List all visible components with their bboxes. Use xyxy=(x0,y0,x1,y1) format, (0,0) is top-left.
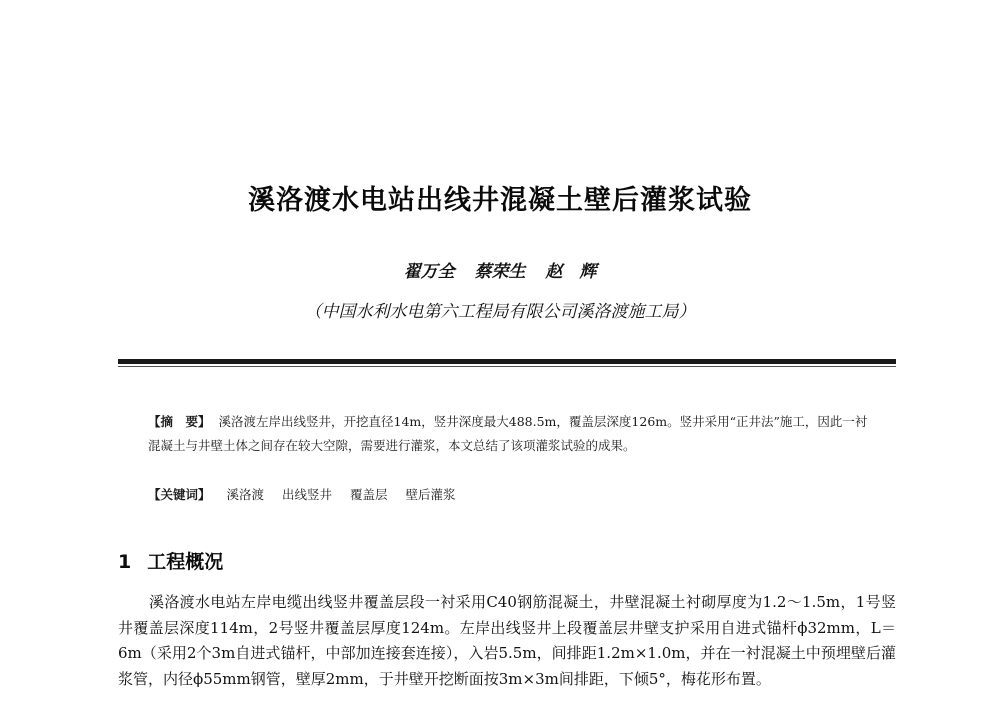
keyword: 壁后灌浆 xyxy=(405,487,456,502)
header-divider-thin xyxy=(118,366,896,367)
author-name: 赵 辉 xyxy=(545,262,597,282)
author-name: 蔡荣生 xyxy=(474,262,526,282)
abstract-label: 【摘 要】 xyxy=(148,414,211,429)
section-title: 工程概况 xyxy=(147,551,224,573)
abstract-block xyxy=(148,410,868,458)
abstract-text: 溪洛渡左岸出线竖井，开挖直径14m，竖井深度最大488.5m，覆盖层深度126m。竖井采用“正井法”施工，因此一衬混凝土与井壁土体之间存在较大空隙，需要进行灌浆，本文总结了该项灌浆试验的成果。 xyxy=(148,414,868,453)
paper-title: 溪洛渡水电站出线井混凝土壁后灌浆试验 xyxy=(248,185,752,216)
author-affiliation: （中国水利水电第六工程局有限公司溪洛渡施工局） xyxy=(304,302,696,322)
author-list xyxy=(0,257,1000,282)
keyword: 溪洛渡 xyxy=(226,487,265,502)
keywords-block xyxy=(148,483,868,507)
body-paragraph: 溪洛渡水电站左岸电缆出线竖井覆盖层段一衬采用C40钢筋混凝土，井壁混凝土衬砌厚度为1.2～1.5m，1号竖井覆盖层深度114m，2号竖井覆盖层厚度124m。左岸出线竖井上段覆盖层井壁支护采用自进式锚杆ϕ32mm，L＝6m（采用2个3m自进式锚杆，中部加连接套连接），入岩5.5m，间排距1.2m×1.0m，并在一衬混凝土中预埋壁后灌浆管，内径ϕ55mm钢管，壁厚2mm，于井壁开挖断面按3m×3m间排距，下倾5°，梅花形布置。 xyxy=(118,593,896,688)
keywords-label: 【关键词】 xyxy=(148,487,211,502)
keyword: 覆盖层 xyxy=(350,487,388,502)
header-divider-thick xyxy=(118,359,896,364)
author-name: 翟万全 xyxy=(403,262,455,282)
keyword: 出线竖井 xyxy=(282,487,333,502)
section-number: 1 xyxy=(118,551,132,573)
section-heading xyxy=(118,547,223,574)
